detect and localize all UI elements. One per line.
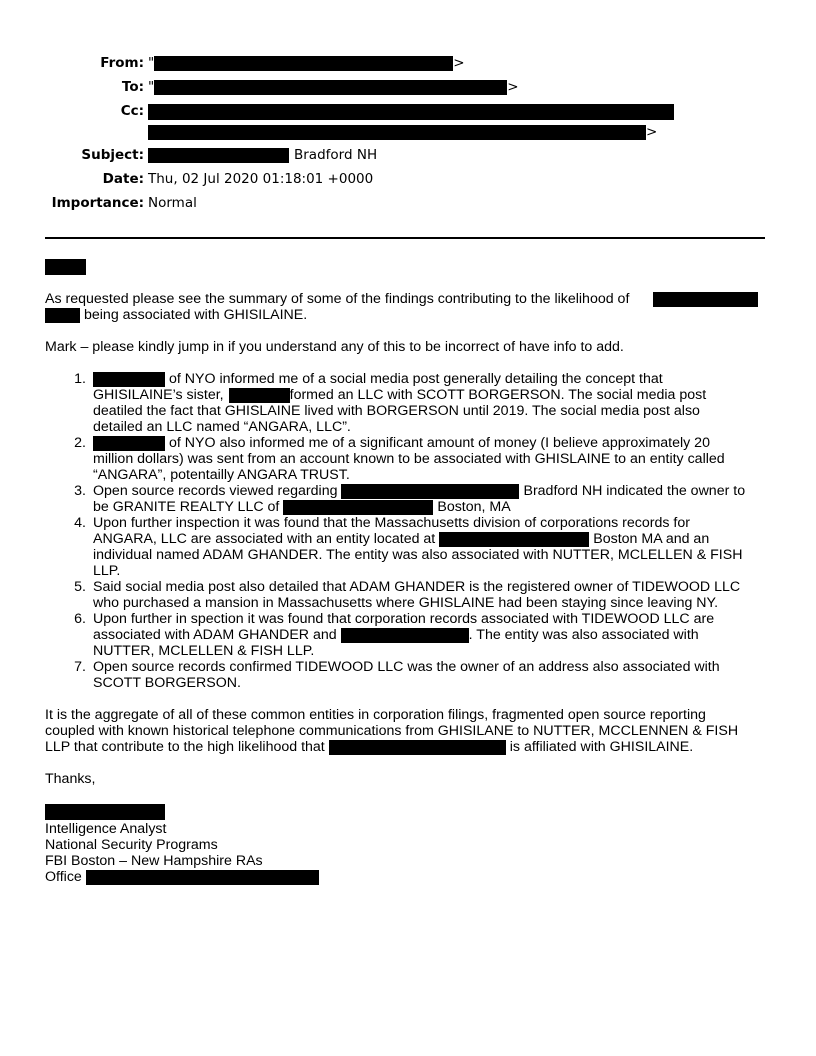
signature-title: Intelligence Analyst <box>45 821 167 837</box>
list-item: 1. of NYO informed me of a social media post generally detailing the concept that <box>74 371 663 387</box>
mark-line: Mark – please kindly jump in if you understand any of this to be incorrect of have info to add. <box>45 339 624 355</box>
redacted-greeting <box>45 259 86 275</box>
redacted-intro-name <box>653 292 758 307</box>
cc-row-2: > <box>148 124 657 140</box>
list-item: 4. Upon further inspection it was found that the Massachusetts division of corporations records for <box>74 515 690 531</box>
aggregate-line-1: It is the aggregate of all of these common entities in corporation filings, fragmented open source reporting <box>45 707 706 723</box>
redacted-address <box>341 484 519 499</box>
redacted-from-address <box>154 56 453 71</box>
redacted-name <box>93 436 165 451</box>
importance-value: Normal <box>148 195 197 211</box>
signature-office: Office <box>45 869 319 885</box>
to-label: To: <box>121 79 144 95</box>
redacted-cc-line-2 <box>148 125 646 140</box>
importance-row <box>0 195 816 211</box>
date-row <box>0 171 816 187</box>
from-label: From: <box>100 55 144 71</box>
from-row: From: " > <box>100 55 465 71</box>
redacted-address <box>283 500 433 515</box>
redacted-address <box>439 532 589 547</box>
signature-office-line: FBI Boston – New Hampshire RAs <box>45 853 263 869</box>
redacted-subject <box>148 148 289 163</box>
redacted-to-address <box>154 80 507 95</box>
date-value: Thu, 02 Jul 2020 01:18:01 +0000 <box>148 171 374 187</box>
thanks: Thanks, <box>45 771 96 787</box>
date-label: Date: <box>102 171 144 187</box>
subject-label: Subject: <box>81 147 144 163</box>
cc-label: Cc: <box>120 103 144 119</box>
list-item: 2. of NYO also informed me of a significant amount of money (I believe approximately 20 <box>74 435 710 451</box>
aggregate-line-2: coupled with known historical telephone communications from GHISILANE to NUTTER, MCCLENNEN & FISH <box>45 723 739 739</box>
redacted-name <box>341 628 469 643</box>
header-divider <box>45 237 765 239</box>
to-row: To: " > <box>121 79 519 95</box>
signature-program: National Security Programs <box>45 837 218 853</box>
redacted-cc-line-1 <box>148 104 674 120</box>
redacted-office-phone <box>86 870 319 885</box>
list-item: 5. Said social media post also detailed that ADAM GHANDER is the registered owner of TIDEWOOD LLC <box>74 579 741 595</box>
redacted-name <box>329 740 506 755</box>
subject-text: Bradford NH <box>294 147 378 163</box>
redacted-name <box>229 388 290 403</box>
list-item: 3. Open source records viewed regarding Bradford NH indicated the owner to <box>74 483 746 499</box>
intro-line-2: being associated with GHISILAINE. <box>84 307 308 323</box>
aggregate-line-3: LLP that contribute to the high likelihood that is affiliated with GHISILAINE. <box>45 739 694 755</box>
subject-row <box>0 147 816 163</box>
redacted-name <box>93 372 165 387</box>
intro-line-1: As requested please see the summary of some of the findings contributing to the likelihood of <box>45 291 630 307</box>
redacted-intro-name-cont <box>45 308 80 323</box>
list-item: 7. Open source records confirmed TIDEWOOD LLC was the owner of an address also associated with <box>74 659 720 675</box>
list-item: 6. Upon further in spection it was found that corporation records associated with TIDEWOOD LLC are <box>74 611 715 627</box>
importance-label: Importance: <box>51 195 144 211</box>
redacted-signature-name <box>45 804 165 820</box>
